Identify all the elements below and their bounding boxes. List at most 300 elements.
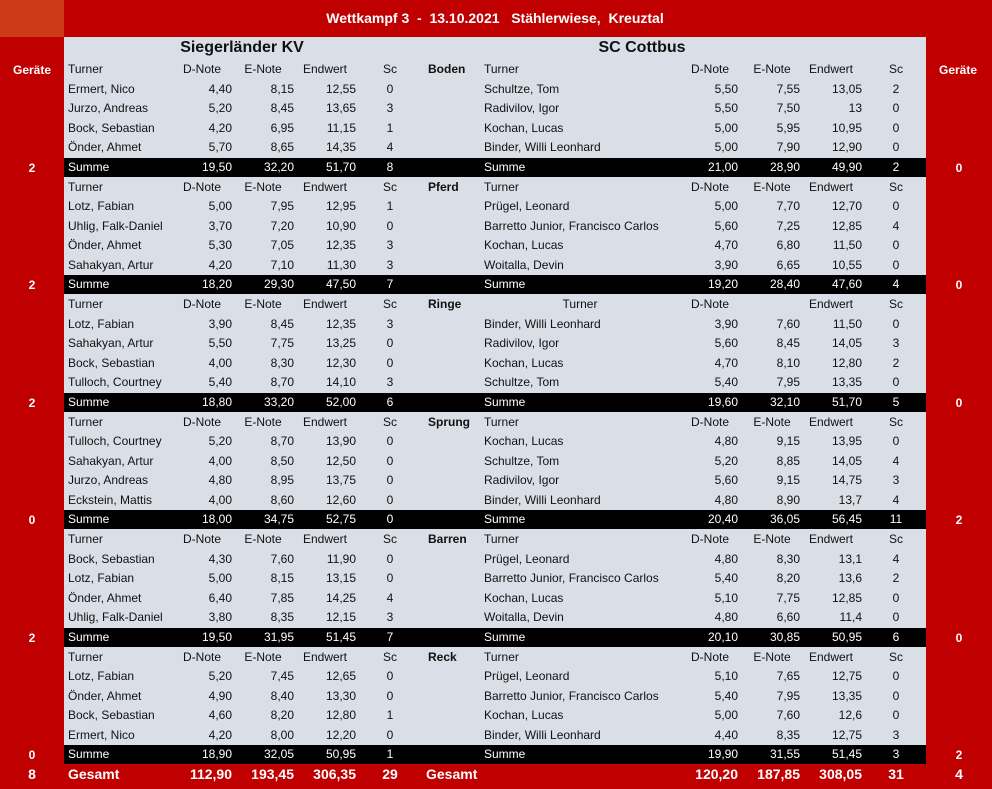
- home-apparatus-points: 2: [28, 630, 36, 645]
- away-e-note: 6,65: [776, 257, 800, 272]
- home-sc: 0: [386, 571, 394, 585]
- away-e-note: 7,90: [776, 140, 800, 154]
- away-turner: Binder, Willi Leonhard: [484, 492, 601, 507]
- home-d-note: 5,00: [208, 571, 232, 585]
- away-endwert: 12,85: [831, 218, 862, 233]
- home-sum-d-note: 18,20: [201, 277, 232, 291]
- away-e-note: 7,55: [776, 81, 800, 96]
- away-sc: 4: [892, 551, 900, 566]
- apparatus-label: Sprung: [428, 414, 470, 429]
- home-endwert: 11,15: [326, 120, 356, 135]
- home-sc: 4: [386, 590, 394, 605]
- home-turner: Sahakyan, Artur: [68, 336, 154, 350]
- away-endwert: 10,55: [831, 257, 862, 272]
- away-total-label: Gesamt: [426, 766, 478, 782]
- home-d-note: 5,70: [208, 140, 232, 154]
- away-d-note: 5,00: [714, 140, 738, 154]
- home-team-name: Siegerländer KV: [180, 39, 304, 56]
- away-e-note: 7,65: [776, 669, 800, 683]
- away-header-e-note: [742, 295, 802, 314]
- home-turner: Jurzo, Andreas: [68, 473, 149, 487]
- home-e-note: 7,85: [270, 590, 294, 605]
- home-header-sc: Sc: [382, 297, 397, 311]
- away-header-sc: Sc: [888, 649, 903, 664]
- away-endwert: 11,50: [832, 238, 862, 252]
- away-sum-d-note: 19,90: [707, 747, 738, 761]
- home-sum-e-note: 33,20: [263, 394, 294, 409]
- away-d-note: 3,90: [714, 316, 738, 331]
- away-endwert: 13,7: [838, 492, 862, 507]
- home-sum-d-note: 19,50: [201, 629, 232, 644]
- home-header-e-note: E-Note: [244, 179, 282, 194]
- home-d-note: 4,20: [208, 727, 232, 742]
- home-endwert: 13,90: [325, 434, 356, 448]
- away-sum-sc: 2: [892, 159, 900, 174]
- away-turner: Barretto Junior, Francisco Carlos: [484, 571, 659, 585]
- away-e-note: 8,20: [776, 571, 800, 585]
- away-sc: 0: [892, 688, 900, 703]
- home-d-note: 4,80: [208, 473, 232, 487]
- away-e-note: 7,70: [776, 199, 800, 213]
- sum-row: [64, 158, 926, 177]
- home-e-note: 7,60: [270, 551, 294, 566]
- home-sum-e-note: 32,20: [263, 159, 294, 174]
- home-d-note: 3,90: [208, 316, 232, 331]
- apparatus-label: Boden: [428, 62, 466, 76]
- home-turner: Önder, Ahmet: [68, 140, 142, 154]
- away-sc: 2: [892, 571, 900, 585]
- away-endwert: 12,75: [831, 727, 862, 742]
- home-e-note: 8,50: [270, 453, 294, 468]
- away-sum-sc: 6: [892, 629, 900, 644]
- away-sum-endwert: 50,95: [831, 629, 862, 644]
- home-d-note: 6,40: [208, 590, 232, 605]
- away-endwert: 13,35: [831, 688, 862, 703]
- home-apparatus-points: 2: [28, 278, 36, 292]
- away-d-note: 5,10: [714, 590, 738, 605]
- away-header-d-note: D-Note: [690, 649, 729, 664]
- away-sum-d-note: 19,60: [707, 394, 738, 409]
- away-sc: 0: [892, 708, 900, 722]
- away-sc: 0: [892, 590, 900, 605]
- away-sum-sc: 11: [889, 512, 903, 526]
- home-e-note: 8,70: [270, 375, 294, 389]
- away-header-e-note: E-Note: [753, 532, 791, 546]
- home-e-note: 8,45: [270, 101, 294, 115]
- away-apparatus-points: 0: [955, 395, 963, 410]
- away-turner: Kochan, Lucas: [484, 120, 564, 135]
- home-turner: Sahakyan, Artur: [68, 257, 154, 272]
- away-e-note: 8,90: [776, 492, 800, 507]
- home-sum-sc: 0: [386, 512, 394, 526]
- home-d-note: 5,20: [208, 101, 232, 115]
- home-turner: Önder, Ahmet: [68, 590, 142, 605]
- away-header-sc: Sc: [888, 179, 903, 194]
- apparatus-label: Ringe: [428, 297, 462, 311]
- away-sum-e-note: 32,10: [769, 394, 800, 409]
- away-d-note: 5,50: [714, 81, 738, 96]
- away-sc: 0: [892, 669, 900, 683]
- home-turner: Tulloch, Courtney: [68, 375, 162, 389]
- away-endwert: 12,6: [838, 708, 862, 722]
- home-turner: Uhlig, Falk-Daniel: [68, 610, 163, 624]
- away-header-endwert: Endwert: [808, 532, 854, 546]
- home-turner: Sahakyan, Artur: [68, 453, 154, 468]
- home-header-turner: Turner: [68, 297, 103, 311]
- away-turner: Radivilov, Igor: [484, 473, 560, 487]
- home-header-turner: Turner: [68, 532, 103, 546]
- home-endwert: 12,35: [325, 238, 356, 252]
- home-header-e-note: E-Note: [244, 649, 282, 664]
- home-d-note: 3,70: [208, 218, 232, 233]
- home-sum-label: Summe: [68, 629, 110, 644]
- title-corner: [0, 0, 64, 37]
- away-turner: Binder, Willi Leonhard: [484, 140, 601, 154]
- home-endwert: 12,80: [325, 708, 356, 722]
- home-endwert: 12,30: [325, 355, 356, 370]
- home-endwert: 13,65: [325, 101, 356, 115]
- home-apparatus-points: 2: [28, 395, 36, 410]
- home-turner: Bock, Sebastian: [68, 551, 155, 566]
- away-apparatus-points: 2: [955, 513, 963, 527]
- home-sum-endwert: 51,70: [325, 159, 356, 174]
- away-apparatus-points: 0: [955, 278, 963, 292]
- away-sum-label: Summe: [484, 159, 526, 174]
- home-d-note: 5,20: [208, 669, 232, 683]
- home-endwert: 14,35: [325, 140, 356, 154]
- home-e-note: 8,65: [270, 140, 294, 154]
- home-turner: Ermert, Nico: [68, 727, 135, 742]
- away-e-note: 7,60: [776, 316, 800, 331]
- home-sum-sc: 8: [386, 159, 394, 174]
- away-header-sc: Sc: [888, 62, 903, 76]
- away-d-note: 4,80: [714, 434, 738, 448]
- away-e-note: 7,95: [776, 375, 800, 389]
- home-d-note: 4,00: [208, 492, 232, 507]
- home-header-d-note: D-Note: [182, 62, 221, 76]
- away-d-note: 5,20: [714, 453, 738, 468]
- away-e-note: 6,60: [776, 610, 800, 624]
- away-sum-sc: 4: [892, 277, 900, 291]
- away-header-d-note: D-Note: [690, 297, 729, 311]
- home-e-note: 7,20: [270, 218, 294, 233]
- away-e-note: 8,10: [776, 355, 800, 370]
- home-header-endwert: Endwert: [302, 62, 348, 76]
- home-turner: Jurzo, Andreas: [68, 101, 149, 115]
- home-total-label: Gesamt: [68, 766, 120, 782]
- away-sc: 4: [892, 453, 900, 468]
- home-header-d-note: D-Note: [182, 414, 221, 429]
- home-e-note: 8,15: [270, 81, 294, 96]
- home-endwert: 12,15: [325, 610, 356, 624]
- home-turner: Önder, Ahmet: [68, 688, 142, 703]
- away-turner: Prügel, Leonard: [484, 551, 570, 566]
- home-d-note: 4,20: [208, 257, 232, 272]
- home-turner: Tulloch, Courtney: [68, 434, 162, 448]
- away-sum-endwert: 51,45: [831, 747, 862, 761]
- home-sc: 0: [386, 336, 394, 350]
- home-e-note: 7,75: [270, 336, 294, 350]
- home-d-note: 4,00: [208, 453, 232, 468]
- home-endwert: 11,30: [326, 257, 356, 272]
- away-sum-e-note: 28,90: [769, 159, 800, 174]
- away-sc: 0: [892, 101, 900, 115]
- away-e-note: 7,95: [776, 688, 800, 703]
- away-turner: Kochan, Lucas: [484, 434, 564, 448]
- away-sc: 0: [892, 120, 900, 135]
- apparatus-label: Barren: [428, 532, 467, 546]
- home-header-turner: Turner: [68, 179, 103, 194]
- home-sum-label: Summe: [68, 512, 110, 526]
- away-sum-d-note: 20,10: [707, 629, 738, 644]
- away-header-d-note: D-Note: [690, 414, 729, 429]
- home-sc: 1: [386, 199, 394, 213]
- home-header-sc: Sc: [382, 62, 397, 76]
- home-sc: 0: [386, 434, 394, 448]
- away-d-note: 5,50: [714, 101, 738, 115]
- home-header-d-note: D-Note: [182, 532, 221, 546]
- home-d-note: 4,40: [208, 81, 232, 96]
- home-header-endwert: Endwert: [302, 179, 348, 194]
- home-endwert: 12,20: [325, 727, 356, 742]
- away-d-note: 4,80: [714, 610, 738, 624]
- away-total-endwert: 308,05: [819, 766, 862, 782]
- away-endwert: 12,70: [831, 199, 862, 213]
- home-sum-d-note: 19,50: [201, 159, 232, 174]
- home-turner: Lotz, Fabian: [68, 199, 135, 213]
- home-endwert: 14,10: [325, 375, 356, 389]
- home-sc: 0: [386, 492, 394, 507]
- home-header-e-note: E-Note: [244, 414, 282, 429]
- away-sum-endwert: 51,70: [831, 394, 862, 409]
- home-header-e-note: E-Note: [244, 532, 282, 546]
- home-header-d-note: D-Note: [182, 297, 221, 311]
- home-e-note: 8,40: [270, 688, 294, 703]
- away-sum-endwert: 56,45: [831, 512, 862, 526]
- away-total-sc: 31: [888, 766, 904, 782]
- away-endwert: 13,05: [831, 81, 862, 96]
- away-endwert: 13: [848, 101, 862, 115]
- home-sc: 0: [386, 727, 394, 742]
- away-endwert: 14,05: [831, 453, 862, 468]
- away-team-name: SC Cottbus: [598, 39, 686, 56]
- away-sum-d-note: 20,40: [707, 512, 738, 526]
- home-e-note: 7,10: [270, 257, 294, 272]
- home-sum-endwert: 52,75: [325, 512, 356, 526]
- home-total-e: 193,45: [251, 766, 294, 782]
- away-turner: Radivilov, Igor: [484, 101, 560, 115]
- home-d-note: 4,00: [208, 355, 232, 370]
- away-header-turner: Turner: [484, 62, 519, 76]
- home-apparatus-points: 0: [28, 513, 36, 527]
- away-total-e: 187,85: [757, 766, 800, 782]
- home-sc: 0: [386, 218, 394, 233]
- away-endwert: 12,85: [831, 590, 862, 605]
- away-sum-endwert: 49,90: [831, 159, 862, 174]
- away-apparatus-points: 0: [955, 630, 963, 645]
- away-sc: 0: [892, 238, 900, 252]
- away-e-note: 8,30: [776, 551, 800, 566]
- away-e-note: 8,35: [776, 727, 800, 742]
- home-d-note: 5,30: [208, 238, 232, 252]
- away-sum-endwert: 47,60: [831, 277, 862, 291]
- home-d-note: 4,60: [208, 708, 232, 722]
- home-total-points: 8: [28, 766, 36, 782]
- apparatus-label: Reck: [428, 649, 457, 664]
- away-d-note: 5,60: [714, 218, 738, 233]
- home-sum-label: Summe: [68, 159, 110, 174]
- home-sc: 0: [386, 669, 394, 683]
- away-sc: 0: [892, 140, 900, 154]
- away-turner: Kochan, Lucas: [484, 238, 564, 252]
- home-sum-sc: 7: [386, 277, 394, 291]
- away-header-sc: Sc: [888, 414, 903, 429]
- away-d-note: 5,60: [714, 336, 738, 350]
- away-endwert: 13,35: [831, 375, 862, 389]
- home-sc: 3: [386, 316, 394, 331]
- away-header-turner: Turner: [484, 414, 519, 429]
- away-sc: 0: [892, 375, 900, 389]
- home-e-note: 8,70: [270, 434, 294, 448]
- home-turner: Önder, Ahmet: [68, 238, 142, 252]
- home-endwert: 12,65: [325, 669, 356, 683]
- home-sum-endwert: 51,45: [325, 629, 356, 644]
- away-d-note: 5,00: [714, 120, 738, 135]
- home-sc: 0: [386, 81, 394, 96]
- home-sc: 0: [386, 453, 394, 468]
- away-endwert: 13,95: [831, 434, 862, 448]
- home-sc: 0: [386, 688, 394, 703]
- away-d-note: 5,40: [714, 571, 738, 585]
- away-sc: 0: [892, 316, 900, 331]
- home-sum-sc: 6: [386, 394, 394, 409]
- away-turner: Barretto Junior, Francisco Carlos: [484, 218, 659, 233]
- away-turner: Barretto Junior, Francisco Carlos: [484, 688, 659, 703]
- home-header-endwert: Endwert: [302, 649, 348, 664]
- home-d-note: 4,90: [208, 688, 232, 703]
- home-endwert: 12,35: [325, 316, 356, 331]
- home-header-sc: Sc: [382, 532, 397, 546]
- away-header-endwert: Endwert: [808, 297, 854, 311]
- away-d-note: 5,40: [714, 375, 738, 389]
- home-sum-e-note: 32,05: [263, 747, 294, 761]
- away-header-sc: Sc: [888, 532, 903, 546]
- away-header-d-note: D-Note: [690, 179, 729, 194]
- away-e-note: 7,50: [776, 101, 800, 115]
- away-sum-label: Summe: [484, 629, 526, 644]
- away-header-endwert: Endwert: [808, 62, 854, 76]
- away-apparatus-points: 0: [955, 160, 963, 175]
- away-sum-label: Summe: [484, 394, 526, 409]
- right-geraete-label: Geräte: [938, 63, 978, 77]
- away-e-note: 7,25: [776, 218, 800, 233]
- away-endwert: 12,80: [831, 355, 862, 370]
- away-endwert: 10,95: [831, 120, 862, 135]
- away-apparatus-points: 2: [955, 748, 963, 762]
- home-d-note: 4,20: [208, 120, 232, 135]
- sum-row: [64, 393, 926, 412]
- away-turner: Kochan, Lucas: [484, 708, 564, 722]
- away-turner: Schultze, Tom: [484, 453, 560, 468]
- home-header-endwert: Endwert: [302, 414, 348, 429]
- away-header-e-note: E-Note: [753, 62, 791, 76]
- away-turner: Schultze, Tom: [484, 81, 560, 96]
- home-d-note: 5,20: [208, 434, 232, 448]
- home-sum-endwert: 52,00: [325, 394, 356, 409]
- home-turner: Bock, Sebastian: [68, 355, 155, 370]
- home-endwert: 12,60: [325, 492, 356, 507]
- sum-row: [64, 628, 926, 647]
- away-turner: Kochan, Lucas: [484, 590, 564, 605]
- home-total-sc: 29: [382, 766, 398, 782]
- home-sum-d-note: 18,00: [201, 512, 232, 526]
- home-sc: 0: [386, 355, 394, 370]
- home-sum-sc: 1: [386, 747, 394, 761]
- home-turner: Eckstein, Mattis: [68, 492, 153, 507]
- home-endwert: 13,75: [325, 473, 356, 487]
- home-total-endwert: 306,35: [313, 766, 356, 782]
- home-sum-endwert: 47,50: [325, 277, 356, 291]
- away-header-sc: Sc: [888, 297, 903, 311]
- home-sum-endwert: 50,95: [325, 747, 356, 761]
- away-sum-d-note: 21,00: [707, 159, 738, 174]
- away-sum-e-note: 28,40: [769, 277, 800, 291]
- away-sum-e-note: 30,85: [769, 629, 800, 644]
- home-endwert: 12,95: [325, 199, 356, 213]
- away-endwert: 11,50: [832, 316, 862, 331]
- away-header-turner: Turner: [484, 179, 519, 194]
- home-turner: Uhlig, Falk-Daniel: [68, 218, 163, 233]
- home-e-note: 8,45: [270, 316, 294, 331]
- home-header-e-note: E-Note: [244, 297, 282, 311]
- home-d-note: 5,50: [208, 336, 232, 350]
- away-header-e-note: E-Note: [753, 649, 791, 664]
- away-sc: 4: [892, 218, 900, 233]
- away-header-d-note: D-Note: [690, 62, 729, 76]
- away-header-turner: Turner: [562, 297, 598, 311]
- away-turner: Prügel, Leonard: [484, 199, 570, 213]
- away-header-d-note: D-Note: [690, 532, 729, 546]
- away-total-points: 4: [955, 766, 963, 782]
- home-header-turner: Turner: [68, 62, 103, 76]
- home-endwert: 13,30: [325, 688, 356, 703]
- title-bar: [0, 0, 992, 37]
- home-endwert: 12,55: [325, 81, 356, 96]
- away-sc: 0: [892, 610, 900, 624]
- away-header-endwert: Endwert: [808, 649, 854, 664]
- away-d-note: 5,00: [714, 708, 738, 722]
- home-e-note: 8,30: [270, 355, 294, 370]
- home-header-endwert: Endwert: [302, 297, 348, 311]
- home-endwert: 10,90: [325, 218, 356, 233]
- home-e-note: 7,45: [270, 669, 294, 683]
- page-title: Wettkampf 3 - 13.10.2021 Stählerwiese, Kreuztal: [326, 10, 664, 26]
- home-apparatus-points: 2: [28, 160, 36, 175]
- home-sum-label: Summe: [68, 277, 110, 291]
- home-sc: 4: [386, 140, 394, 154]
- home-sc: 3: [386, 257, 394, 272]
- home-turner: Lotz, Fabian: [68, 316, 135, 331]
- away-endwert: 13,1: [838, 551, 862, 566]
- away-d-note: 4,70: [714, 238, 738, 252]
- home-header-turner: Turner: [68, 414, 103, 429]
- away-sum-label: Summe: [484, 747, 526, 761]
- away-d-note: 5,40: [714, 688, 738, 703]
- away-sum-sc: 3: [892, 747, 900, 761]
- total-row: [0, 760, 992, 789]
- home-endwert: 14,25: [325, 590, 356, 605]
- home-endwert: 13,15: [325, 571, 356, 585]
